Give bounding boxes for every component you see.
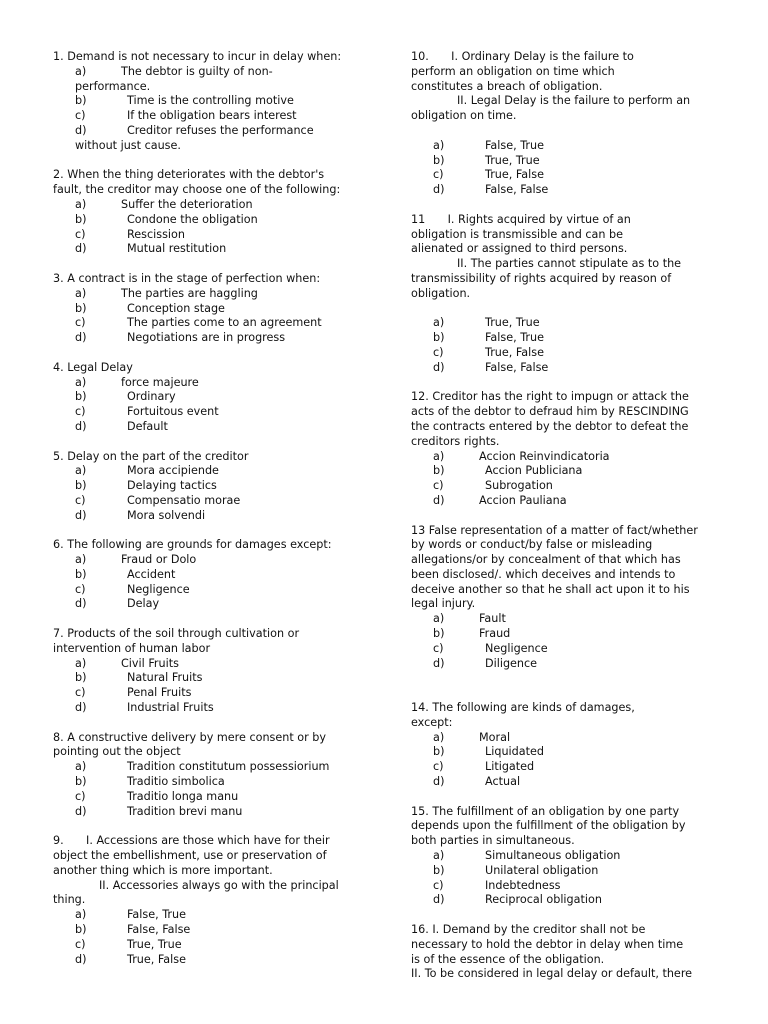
question-q12 bbox=[411, 390, 711, 508]
answer-option bbox=[433, 657, 711, 672]
option-text: Rescission bbox=[127, 227, 185, 241]
question-stem bbox=[411, 805, 711, 849]
option-text: Natural Fruits bbox=[127, 671, 203, 685]
answer-option bbox=[75, 405, 358, 420]
option-letter: b) bbox=[433, 153, 445, 167]
option-list bbox=[53, 908, 358, 967]
option-list bbox=[53, 657, 358, 716]
answer-option bbox=[433, 879, 711, 894]
option-text: Diligence bbox=[485, 656, 538, 670]
option-text: Simultaneous obligation bbox=[485, 849, 621, 863]
answer-option bbox=[75, 583, 358, 598]
option-list bbox=[411, 316, 711, 375]
option-letter: c) bbox=[433, 345, 444, 359]
answer-option bbox=[75, 464, 358, 479]
stem-line: 6. The following are grounds for damages except: bbox=[53, 538, 332, 552]
option-text: Condone the obligation bbox=[127, 212, 258, 226]
question-q9 bbox=[53, 834, 358, 967]
stem-line: acts of the debtor to defraud him by RESCINDING bbox=[411, 405, 689, 419]
answer-option bbox=[433, 346, 711, 361]
answer-option bbox=[75, 228, 358, 243]
stem-line: 10. I. Ordinary Delay is the failure to bbox=[411, 50, 634, 63]
option-text: Industrial Fruits bbox=[127, 701, 214, 715]
stem-line: creditors rights. bbox=[411, 434, 500, 448]
option-text: False, True bbox=[485, 331, 544, 345]
option-text: Traditio simbolica bbox=[127, 775, 225, 789]
option-text: If the obligation bears interest bbox=[127, 109, 297, 123]
answer-option bbox=[433, 642, 711, 657]
question-stem bbox=[53, 538, 358, 553]
option-text: Delaying tactics bbox=[127, 479, 217, 493]
question-stem bbox=[53, 834, 358, 908]
question-stem bbox=[53, 50, 358, 65]
stem-line: thing. bbox=[53, 893, 86, 907]
stem-line: II. The parties cannot stipulate as to the bbox=[457, 257, 682, 271]
option-letter: a) bbox=[75, 760, 87, 774]
question-q5 bbox=[53, 450, 358, 524]
answer-option bbox=[75, 953, 358, 968]
option-letter: c) bbox=[75, 405, 86, 419]
answer-option bbox=[433, 450, 711, 465]
answer-option bbox=[433, 316, 711, 331]
question-q1 bbox=[53, 50, 358, 154]
stem-line: transmissibility of rights acquired by reason of bbox=[411, 271, 672, 285]
answer-option bbox=[75, 553, 358, 568]
option-letter: b) bbox=[75, 212, 87, 226]
option-text: Mutual restitution bbox=[127, 242, 227, 256]
option-letter: c) bbox=[433, 641, 444, 655]
answer-option bbox=[75, 686, 358, 701]
answer-option bbox=[75, 376, 358, 391]
stem-line: legal injury. bbox=[411, 597, 476, 611]
stem-line: object the embellishment, use or preservation of bbox=[53, 849, 327, 863]
option-text: Time is the controlling motive bbox=[127, 94, 294, 108]
spacer bbox=[411, 686, 711, 701]
answer-option bbox=[433, 479, 711, 494]
question-stem bbox=[53, 361, 358, 376]
option-letter: d) bbox=[433, 775, 445, 789]
option-letter: a) bbox=[433, 316, 445, 330]
answer-option bbox=[433, 731, 711, 746]
answer-option bbox=[75, 790, 358, 805]
answer-option bbox=[75, 109, 358, 124]
stem-line: 13 False representation of a matter of fact/whether bbox=[411, 523, 698, 537]
option-text: Accion Pauliana bbox=[479, 493, 567, 507]
option-text: Accident bbox=[127, 567, 176, 581]
stem-line: 14. The following are kinds of damages, bbox=[411, 701, 635, 715]
option-text: The debtor is guilty of non- bbox=[121, 64, 273, 78]
option-text: Mora accipiende bbox=[127, 464, 219, 478]
option-text: Negotiations are in progress bbox=[127, 331, 286, 345]
option-letter: d) bbox=[75, 952, 87, 966]
answer-option bbox=[433, 494, 711, 509]
answer-option bbox=[433, 154, 711, 169]
option-letter: d) bbox=[75, 597, 87, 611]
option-text: The parties come to an agreement bbox=[127, 316, 322, 330]
question-q8 bbox=[53, 731, 358, 820]
option-letter: b) bbox=[433, 627, 445, 641]
stem-line: both parties in simultaneous. bbox=[411, 834, 575, 848]
stem-line: allegations/or by concealment of that which has bbox=[411, 553, 681, 567]
question-stem bbox=[411, 213, 711, 302]
answer-option bbox=[433, 893, 711, 908]
option-text: True, True bbox=[127, 937, 182, 951]
answer-option bbox=[75, 775, 358, 790]
answer-option bbox=[75, 390, 358, 405]
answer-option bbox=[75, 701, 358, 716]
option-text: force majeure bbox=[121, 375, 199, 389]
question-q3 bbox=[53, 272, 358, 346]
stem-line: alienated or assigned to third persons. bbox=[411, 242, 628, 256]
stem-line: 7. Products of the soil through cultivation or bbox=[53, 627, 300, 641]
option-letter: d) bbox=[433, 360, 445, 374]
stem-line: fault, the creditor may choose one of the following: bbox=[53, 183, 341, 197]
option-letter: d) bbox=[75, 123, 87, 137]
option-letter: c) bbox=[75, 937, 86, 951]
option-letter: b) bbox=[75, 479, 87, 493]
option-letter: a) bbox=[75, 64, 87, 78]
option-letter: d) bbox=[433, 893, 445, 907]
stem-line: by words or conduct/by false or misleading bbox=[411, 538, 653, 552]
option-letter: c) bbox=[433, 479, 444, 493]
answer-option bbox=[75, 568, 358, 583]
answer-option bbox=[75, 94, 358, 109]
stem-line: 3. A contract is in the stage of perfection when: bbox=[53, 271, 321, 285]
option-letter: b) bbox=[75, 390, 87, 404]
stem-line: is of the essence of the obligation. bbox=[411, 952, 605, 966]
option-text: The parties are haggling bbox=[121, 286, 258, 300]
option-letter: b) bbox=[433, 464, 445, 478]
option-list bbox=[53, 760, 358, 819]
spacer bbox=[411, 302, 711, 317]
option-text-continued: performance. bbox=[75, 79, 151, 93]
option-text: Liquidated bbox=[485, 745, 544, 759]
option-text: Moral bbox=[479, 730, 511, 744]
option-letter: a) bbox=[75, 464, 87, 478]
stem-line: obligation is transmissible and can be bbox=[411, 227, 624, 241]
question-stem bbox=[53, 272, 358, 287]
option-letter: c) bbox=[75, 582, 86, 596]
option-text: Penal Fruits bbox=[127, 686, 192, 700]
question-stem bbox=[53, 450, 358, 465]
answer-option bbox=[433, 361, 711, 376]
option-text: Creditor refuses the performance bbox=[127, 123, 314, 137]
answer-option bbox=[75, 671, 358, 686]
option-text: False, False bbox=[485, 360, 549, 374]
option-text: Default bbox=[127, 419, 168, 433]
option-text: Mora solvendi bbox=[127, 508, 206, 522]
answer-option bbox=[75, 479, 358, 494]
answer-option bbox=[433, 139, 711, 154]
stem-line: constitutes a breach of obligation. bbox=[411, 79, 603, 93]
option-letter: a) bbox=[75, 375, 87, 389]
option-list bbox=[53, 464, 358, 523]
option-list bbox=[411, 139, 711, 198]
answer-option bbox=[75, 302, 358, 317]
question-q10 bbox=[411, 50, 711, 198]
answer-option bbox=[75, 287, 358, 302]
stem-line: necessary to hold the debtor in delay when time bbox=[411, 937, 684, 951]
option-letter: a) bbox=[433, 449, 445, 463]
option-letter: b) bbox=[75, 567, 87, 581]
option-letter: d) bbox=[75, 804, 87, 818]
spacer bbox=[411, 124, 711, 139]
stem-line: except: bbox=[411, 715, 453, 729]
answer-option bbox=[433, 864, 711, 879]
question-q16 bbox=[411, 923, 711, 982]
option-text: False, True bbox=[485, 138, 544, 152]
option-letter: a) bbox=[75, 656, 87, 670]
option-letter: d) bbox=[433, 493, 445, 507]
option-letter: b) bbox=[75, 94, 87, 108]
answer-option bbox=[75, 908, 358, 923]
stem-line: pointing out the object bbox=[53, 745, 181, 759]
option-letter: b) bbox=[75, 671, 87, 685]
option-text: Tradition constitutum possessiorium bbox=[127, 760, 330, 774]
stem-line: 8. A constructive delivery by mere consent or by bbox=[53, 730, 327, 744]
option-letter: c) bbox=[75, 493, 86, 507]
option-text: Fraud or Dolo bbox=[121, 553, 197, 567]
answer-option bbox=[75, 65, 358, 80]
question-stem bbox=[411, 923, 711, 982]
stem-line: depends upon the fulfillment of the obligation by bbox=[411, 819, 686, 833]
option-text: True, True bbox=[485, 316, 540, 330]
stem-line: another thing which is more important. bbox=[53, 863, 273, 877]
option-text-continued: without just cause. bbox=[75, 138, 181, 152]
option-text: False, True bbox=[127, 908, 186, 922]
option-letter: c) bbox=[75, 227, 86, 241]
stem-line: 12. Creditor has the right to impugn or attack the bbox=[411, 390, 689, 404]
option-text: Conception stage bbox=[127, 301, 225, 315]
option-letter: c) bbox=[75, 316, 86, 330]
option-text: Negligence bbox=[127, 582, 190, 596]
answer-option bbox=[433, 168, 711, 183]
option-text: Accion Reinvindicatoria bbox=[479, 449, 610, 463]
option-letter: d) bbox=[75, 419, 87, 433]
option-text: Fault bbox=[479, 612, 506, 626]
option-text: Traditio longa manu bbox=[127, 789, 239, 803]
question-q13 bbox=[411, 524, 711, 672]
option-letter: b) bbox=[75, 923, 87, 937]
question-stem bbox=[53, 731, 358, 761]
stem-line: 11 I. Rights acquired by virtue of an bbox=[411, 212, 631, 226]
option-letter: c) bbox=[75, 789, 86, 803]
question-stem bbox=[411, 701, 711, 731]
option-text: Subrogation bbox=[485, 479, 553, 493]
option-list bbox=[53, 287, 358, 346]
option-text: Negligence bbox=[485, 641, 548, 655]
answer-option bbox=[75, 923, 358, 938]
question-q15 bbox=[411, 805, 711, 909]
option-text: Reciprocal obligation bbox=[485, 893, 602, 907]
question-stem bbox=[411, 390, 711, 449]
answer-option bbox=[433, 612, 711, 627]
answer-option bbox=[75, 213, 358, 228]
answer-option bbox=[75, 597, 358, 612]
option-text: True, False bbox=[485, 168, 544, 182]
option-letter: c) bbox=[433, 168, 444, 182]
stem-line: 4. Legal Delay bbox=[53, 360, 133, 374]
option-text: True, False bbox=[127, 952, 186, 966]
option-letter: b) bbox=[75, 301, 87, 315]
answer-option bbox=[75, 316, 358, 331]
stem-line: obligation. bbox=[411, 286, 471, 300]
answer-option bbox=[75, 657, 358, 672]
option-letter: d) bbox=[75, 701, 87, 715]
stem-line: 9. I. Accessions are those which have for their bbox=[53, 834, 330, 848]
option-text: Suffer the deterioration bbox=[121, 197, 253, 211]
option-text: Fraud bbox=[479, 627, 511, 641]
option-letter: b) bbox=[433, 863, 445, 877]
stem-line: II. Legal Delay is the failure to perform an bbox=[457, 94, 691, 108]
option-text: Accion Publiciana bbox=[485, 464, 583, 478]
answer-option bbox=[433, 331, 711, 346]
right-column bbox=[411, 50, 711, 997]
option-text: True, True bbox=[485, 153, 540, 167]
option-list bbox=[411, 612, 711, 671]
answer-option bbox=[75, 760, 358, 775]
option-text: Tradition brevi manu bbox=[127, 804, 243, 818]
option-list bbox=[411, 849, 711, 908]
option-list bbox=[411, 450, 711, 509]
stem-line: 5. Delay on the part of the creditor bbox=[53, 449, 249, 463]
option-text: Litigated bbox=[485, 760, 535, 774]
option-letter: b) bbox=[75, 775, 87, 789]
question-q6 bbox=[53, 538, 358, 612]
option-text: Indebtedness bbox=[485, 878, 561, 892]
question-q4 bbox=[53, 361, 358, 435]
option-letter: a) bbox=[433, 612, 445, 626]
option-letter: a) bbox=[75, 197, 87, 211]
question-q14 bbox=[411, 701, 711, 790]
option-list bbox=[53, 198, 358, 257]
answer-option bbox=[75, 242, 358, 257]
question-stem bbox=[411, 50, 711, 124]
answer-option bbox=[75, 420, 358, 435]
option-letter: a) bbox=[433, 849, 445, 863]
option-text: Ordinary bbox=[127, 390, 176, 404]
option-text: False, False bbox=[127, 923, 191, 937]
option-text: Unilateral obligation bbox=[485, 863, 599, 877]
stem-line: the contracts entered by the debtor to defeat the bbox=[411, 419, 689, 433]
option-letter: c) bbox=[75, 686, 86, 700]
question-q11 bbox=[411, 213, 711, 376]
option-text: Fortuitous event bbox=[127, 405, 219, 419]
option-letter: c) bbox=[433, 878, 444, 892]
answer-option bbox=[433, 760, 711, 775]
stem-line: II. To be considered in legal delay or default, there bbox=[411, 967, 693, 981]
option-letter: b) bbox=[433, 331, 445, 345]
answer-option bbox=[433, 849, 711, 864]
option-list bbox=[53, 65, 358, 154]
answer-option bbox=[75, 331, 358, 346]
stem-line: 2. When the thing deteriorates with the debtor's bbox=[53, 168, 325, 182]
answer-option bbox=[433, 183, 711, 198]
answer-option bbox=[433, 627, 711, 642]
answer-option bbox=[75, 938, 358, 953]
option-letter: d) bbox=[75, 242, 87, 256]
stem-line: 1. Demand is not necessary to incur in delay when: bbox=[53, 50, 342, 63]
option-list bbox=[53, 553, 358, 612]
option-letter: c) bbox=[433, 760, 444, 774]
answer-option bbox=[433, 775, 711, 790]
stem-line: 15. The fulfillment of an obligation by one party bbox=[411, 804, 680, 818]
option-text: Compensatio morae bbox=[127, 493, 241, 507]
answer-option bbox=[433, 464, 711, 479]
option-text: Delay bbox=[127, 597, 160, 611]
stem-line: been disclosed/. which deceives and intends to bbox=[411, 567, 676, 581]
option-text: Civil Fruits bbox=[121, 656, 179, 670]
answer-option bbox=[75, 198, 358, 213]
answer-option bbox=[75, 509, 358, 524]
question-stem bbox=[411, 524, 711, 613]
question-q2 bbox=[53, 168, 358, 257]
option-letter: a) bbox=[433, 730, 445, 744]
option-letter: b) bbox=[433, 745, 445, 759]
option-letter: a) bbox=[75, 553, 87, 567]
left-column bbox=[53, 50, 358, 982]
answer-option bbox=[433, 745, 711, 760]
option-text: False, False bbox=[485, 183, 549, 197]
option-letter: d) bbox=[433, 656, 445, 670]
question-stem bbox=[53, 627, 358, 657]
option-text: True, False bbox=[485, 345, 544, 359]
question-q7 bbox=[53, 627, 358, 716]
stem-line: intervention of human labor bbox=[53, 641, 211, 655]
option-letter: c) bbox=[75, 109, 86, 123]
option-letter: d) bbox=[75, 331, 87, 345]
option-letter: d) bbox=[433, 183, 445, 197]
option-letter: a) bbox=[433, 138, 445, 152]
answer-option bbox=[75, 494, 358, 509]
stem-line: obligation on time. bbox=[411, 109, 517, 123]
question-stem bbox=[53, 168, 358, 198]
stem-line: perform an obligation on time which bbox=[411, 64, 615, 78]
option-list bbox=[53, 376, 358, 435]
option-text: Actual bbox=[485, 775, 521, 789]
answer-option bbox=[75, 124, 358, 139]
option-letter: a) bbox=[75, 286, 87, 300]
option-letter: d) bbox=[75, 508, 87, 522]
stem-line: deceive another so that he shall act upon it to his bbox=[411, 582, 690, 596]
stem-line: II. Accessories always go with the principal bbox=[99, 878, 339, 892]
stem-line: 16. I. Demand by the creditor shall not be bbox=[411, 923, 646, 937]
answer-option bbox=[75, 805, 358, 820]
option-list bbox=[411, 731, 711, 790]
option-letter: a) bbox=[75, 908, 87, 922]
